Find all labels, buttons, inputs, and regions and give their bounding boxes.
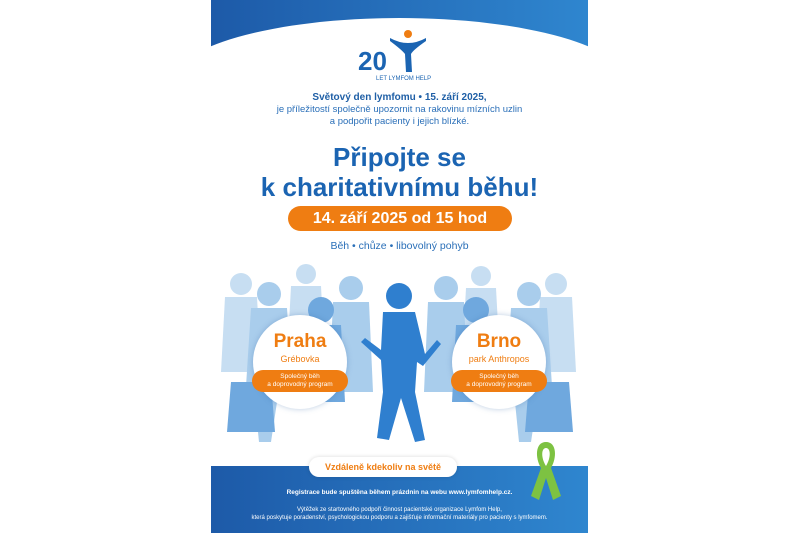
intro-line-3: a podpořit pacienty i jejich blízké. [329, 116, 470, 127]
city-name: Praha [273, 331, 327, 352]
logo-tagline: LET LYMFOM HELP [376, 76, 432, 82]
city-tag-praha [252, 370, 348, 392]
city-name: Brno [476, 331, 522, 352]
proceeds-line-2: která poskytuje poradenství, psychologickou podporu a zajišťuje informační materiály pro pacienty s lymfomem. [251, 515, 548, 521]
city-tag-brno [451, 370, 547, 392]
intro-line-2: je příležitostí společně upozornit na rakovinu mízních uzlin [276, 104, 523, 115]
poster [211, 0, 588, 533]
proceeds-text [211, 506, 588, 522]
proceeds-line-1: Výtěžek ze startovného podpoří činnost pacientské organizace Lymfom Help, [297, 507, 502, 513]
lymfom-help-logo [356, 28, 446, 83]
intro-line-1: Světový den lymfomu • 15. září 2025, [312, 92, 487, 103]
headline-line-1: Připojte se [333, 142, 466, 172]
city-tag-line-1: Společný běh [280, 373, 320, 380]
city-place: park Anthropos [468, 354, 530, 364]
city-tag-line-1: Společný běh [479, 373, 519, 380]
city-card-brno [452, 315, 546, 409]
headline-line-2: k charitativnímu běhu! [260, 172, 539, 202]
city-card-praha [253, 315, 347, 409]
logo-number: 20 [358, 46, 387, 76]
event-date-badge: 14. září 2025 od 15 hod [288, 206, 512, 231]
activities-text: Běh • chůze • libovolný pohyb [330, 240, 469, 252]
intro-text [211, 92, 588, 128]
figure-icon [390, 30, 426, 72]
registration-text: Registrace bude spuštěna během prázdnin na webu www.lymfomhelp.cz. [286, 489, 513, 496]
remote-badge: Vzdáleně kdekoliv na světě [309, 457, 457, 477]
city-tag-line-2: a doprovodný program [267, 381, 333, 388]
city-tag-line-2: a doprovodný program [466, 381, 532, 388]
awareness-ribbon-icon [529, 438, 563, 502]
city-place: Grébovka [280, 354, 320, 364]
headline [211, 142, 588, 202]
